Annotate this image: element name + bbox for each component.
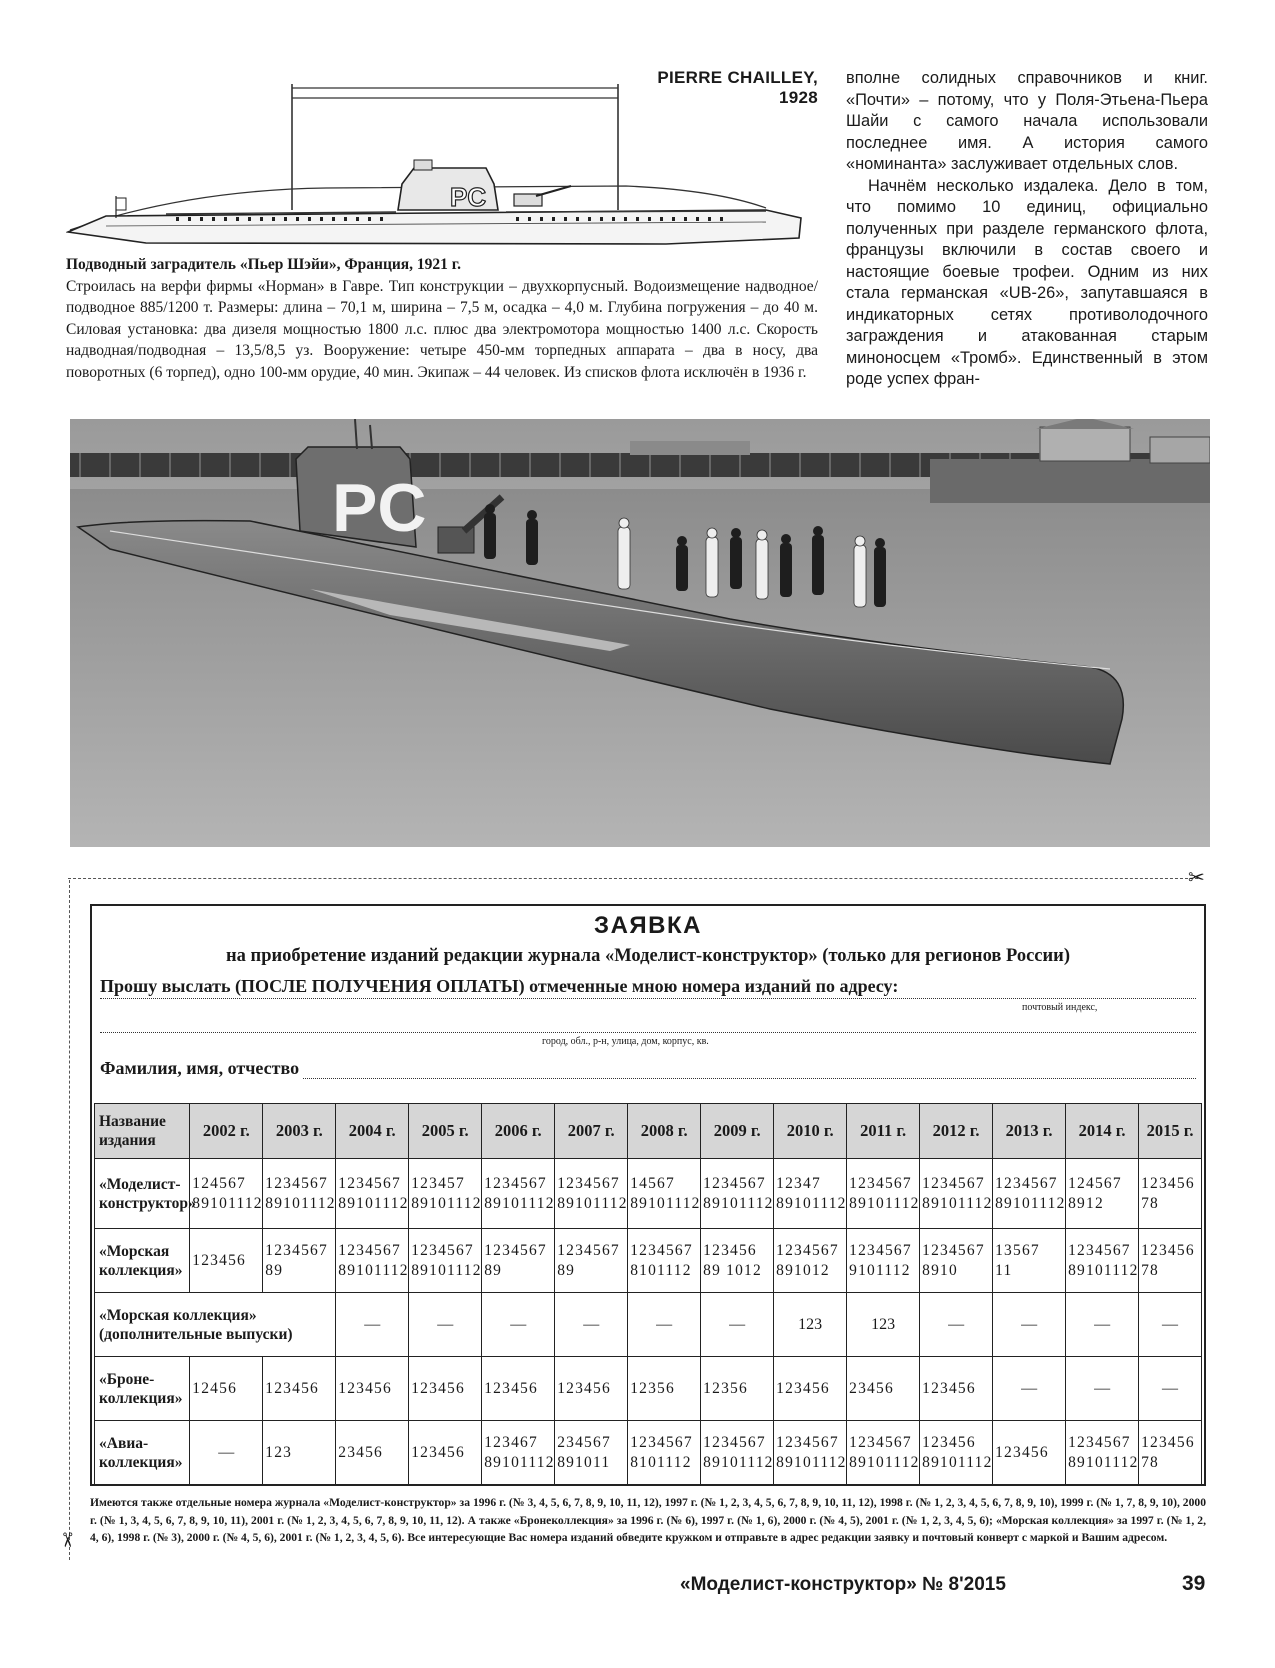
edition-name: «Моделист-конструктор» xyxy=(95,1159,190,1229)
edition-name: «Морская коллекция» (дополнительные выпуски) xyxy=(95,1293,336,1357)
issue-cell[interactable]: 1234567 9101112 xyxy=(847,1229,920,1293)
issue-cell[interactable]: 1234567 89 xyxy=(263,1229,336,1293)
issue-cell: — xyxy=(555,1293,628,1357)
issue-cell[interactable]: 1234567 89101112 xyxy=(920,1159,993,1229)
address-line-1[interactable] xyxy=(100,998,1196,999)
form-subtitle: на приобретение изданий редакции журнала «Моделист-конструктор» (только для регионов России) xyxy=(226,946,1070,966)
issue-cell[interactable]: 123456 xyxy=(190,1229,263,1293)
edition-name: «Броне-коллекция» xyxy=(95,1357,190,1421)
issue-cell[interactable]: 12356 xyxy=(701,1357,774,1421)
issue-cell[interactable]: 1234567 89101112 xyxy=(263,1159,336,1229)
issue-cell[interactable]: 1234567 8101112 xyxy=(628,1421,701,1485)
year-header: 2004 г. xyxy=(336,1104,409,1159)
drawing-title xyxy=(657,68,818,108)
editions-table xyxy=(94,1103,1202,1485)
issue-cell[interactable]: 123456 78 xyxy=(1139,1159,1202,1229)
issue-cell: — xyxy=(1066,1293,1139,1357)
issue-cell: — xyxy=(993,1357,1066,1421)
table-row xyxy=(95,1421,1202,1485)
page-number: 39 xyxy=(1182,1572,1206,1595)
cut-line-left xyxy=(69,880,70,1560)
issue-cell[interactable]: 1234567 89 xyxy=(482,1229,555,1293)
scissors-icon: ✂ xyxy=(55,1531,78,1549)
year-header: 2005 г. xyxy=(409,1104,482,1159)
year-header: 2007 г. xyxy=(555,1104,628,1159)
issue-cell[interactable]: 1234567 89101112 xyxy=(701,1421,774,1485)
issue-cell[interactable]: 124567 89101112 xyxy=(190,1159,263,1229)
issue-cell[interactable]: 23456 xyxy=(336,1421,409,1485)
year-header: 2003 г. xyxy=(263,1104,336,1159)
name-column-header: Название издания xyxy=(95,1104,190,1159)
year-header: 2015 г. xyxy=(1139,1104,1202,1159)
issue-cell[interactable]: 1234567 89101112 xyxy=(993,1159,1066,1229)
year-header: 2009 г. xyxy=(701,1104,774,1159)
order-form xyxy=(90,904,1206,1486)
issue-cell: — xyxy=(1139,1357,1202,1421)
issue-cell[interactable]: 1234567 89101112 xyxy=(847,1159,920,1229)
issue-cell[interactable]: 1234567 89 xyxy=(555,1229,628,1293)
issue-cell[interactable]: 123456 xyxy=(920,1357,993,1421)
issue-cell[interactable]: 123457 89101112 xyxy=(409,1159,482,1229)
issue-cell[interactable]: 1234567 8101112 xyxy=(628,1229,701,1293)
issue-cell[interactable]: 1234567 89101112 xyxy=(701,1159,774,1229)
drawing-caption xyxy=(66,254,818,384)
article-paragraph: вполне солидных справочников и книг. «Почти» – потому, что у Поля-Этьена-Пьера Шайи с самого начала использовали последнее имя. А история самого «номинанта» заслуживает отдельных слов. xyxy=(846,69,1208,173)
issue-cell[interactable]: 123456 xyxy=(774,1357,847,1421)
issue-cell: — xyxy=(920,1293,993,1357)
drawing-title-year: 1928 xyxy=(778,88,818,107)
year-header: 2011 г. xyxy=(847,1104,920,1159)
submarine-photo xyxy=(70,419,1210,847)
issue-cell[interactable]: 234567 891011 xyxy=(555,1421,628,1485)
issue-cell: — xyxy=(482,1293,555,1357)
issue-cell[interactable]: 1234567 89101112 xyxy=(774,1421,847,1485)
caption-body: Строилась на верфи фирмы «Норман» в Гавре. Тип конструкции – двухкорпусный. Водоизмещение надводное/подводное 885/1200 т. Размеры: длина – 70,1 м, ширина – 7,5 м, осадка – 4,0 м. Глубина погружения – до 40 м. Силовая установка: два дизеля мощностью 1800 л.с. плюс два электромотора мощностью 1400 л.с. Скорость надводная/подводная – 13,5/8,5 уз. Вооружение: четыре 450-мм торпедных аппарата – два в носу, два поворотных (6 торпед), одно 100-мм орудие, 40 мин. Экипаж – 44 человек. Из списков флота исключён в 1936 г. xyxy=(66,277,818,381)
year-header: 2002 г. xyxy=(190,1104,263,1159)
submarine-profile-drawing xyxy=(66,68,818,246)
issue-cell[interactable]: 1234567 8910 xyxy=(920,1229,993,1293)
issue-cell[interactable]: 123 xyxy=(774,1293,847,1357)
photo-svg xyxy=(70,419,1210,847)
drawing-hull-letters: PC xyxy=(450,182,487,212)
issue-cell[interactable]: 123456 xyxy=(555,1357,628,1421)
name-label: Фамилия, имя, отчество xyxy=(100,1058,303,1079)
scissors-icon: ✂ xyxy=(1188,867,1205,889)
issue-cell[interactable]: 124567 8912 xyxy=(1066,1159,1139,1229)
year-header: 2010 г. xyxy=(774,1104,847,1159)
edition-name: «Морская коллекция» xyxy=(95,1229,190,1293)
issue-cell: — xyxy=(701,1293,774,1357)
photo-hull-letters: PC xyxy=(332,470,427,546)
year-header: 2012 г. xyxy=(920,1104,993,1159)
issue-cell[interactable]: 1234567 89101112 xyxy=(482,1159,555,1229)
cut-line-top xyxy=(68,878,1198,879)
year-header: 2008 г. xyxy=(628,1104,701,1159)
year-header: 2006 г. xyxy=(482,1104,555,1159)
issue-cell[interactable]: 123456 xyxy=(336,1357,409,1421)
request-label: Прошу выслать (ПОСЛЕ ПОЛУЧЕНИЯ ОПЛАТЫ) отмеченные мною номера изданий по адресу: xyxy=(100,976,902,997)
table-row xyxy=(95,1229,1202,1293)
edition-name: «Авиа-коллекция» xyxy=(95,1421,190,1485)
issue-cell[interactable]: 12356 xyxy=(628,1357,701,1421)
issue-cell[interactable]: 1234567 89101112 xyxy=(409,1229,482,1293)
issue-cell[interactable]: 123456 xyxy=(482,1357,555,1421)
issue-cell[interactable]: 1234567 89101112 xyxy=(555,1159,628,1229)
issue-cell[interactable]: 23456 xyxy=(847,1357,920,1421)
issue-cell[interactable]: 12347 89101112 xyxy=(774,1159,847,1229)
issue-cell: — xyxy=(1066,1357,1139,1421)
year-header: 2013 г. xyxy=(993,1104,1066,1159)
article-paragraph: Начнём несколько издалека. Дело в том, что помимо 10 единиц, официально полученных при разделе германского флота, французы включили в состав своего и настоящие боевые трофеи. Одним из них стала германская «UB-26», запутавшаяся в индикаторных сетях противолодочного заграждения и атакованная старым миноносцем «Тромб». Единственный в этом роде успех фран- xyxy=(846,176,1208,388)
table-row xyxy=(95,1293,1202,1357)
issue-cell[interactable]: 1234567 89101112 xyxy=(1066,1421,1139,1485)
issue-cell[interactable]: 1234567 89101112 xyxy=(336,1159,409,1229)
issue-cell: — xyxy=(190,1421,263,1485)
drawing-title-name: PIERRE CHAILLEY, xyxy=(657,68,818,87)
issue-cell: — xyxy=(628,1293,701,1357)
issue-cell[interactable]: 123 xyxy=(263,1421,336,1485)
footer-journal-title: «Моделист-конструктор» № 8'2015 xyxy=(680,1574,1006,1595)
issue-cell[interactable]: 123456 78 xyxy=(1139,1421,1202,1485)
article-text xyxy=(846,68,1208,391)
issue-cell[interactable]: 1234567 89101112 xyxy=(847,1421,920,1485)
issue-cell[interactable]: 123 xyxy=(847,1293,920,1357)
caption-title: Подводный заградитель «Пьер Шэйи», Франция, 1921 г. xyxy=(66,256,461,273)
issue-cell[interactable]: 123456 xyxy=(263,1357,336,1421)
issue-cell[interactable]: 123456 xyxy=(409,1357,482,1421)
issue-cell[interactable]: 1234567 89101112 xyxy=(1066,1229,1139,1293)
issue-cell[interactable]: 14567 89101112 xyxy=(628,1159,701,1229)
issue-cell: — xyxy=(336,1293,409,1357)
form-title: ЗАЯВКА xyxy=(594,912,702,939)
issue-cell[interactable]: 123456 89 1012 xyxy=(701,1229,774,1293)
address-hint: город, обл., р-н, улица, дом, корпус, кв. xyxy=(542,1036,709,1047)
issue-cell[interactable]: 123456 xyxy=(409,1421,482,1485)
issue-cell[interactable]: 13567 11 xyxy=(993,1229,1066,1293)
table-header-row xyxy=(95,1104,1202,1159)
issue-cell[interactable]: 123467 89101112 xyxy=(482,1421,555,1485)
issue-cell[interactable]: 1234567 891012 xyxy=(774,1229,847,1293)
issue-cell[interactable]: 123456 xyxy=(993,1421,1066,1485)
issue-cell[interactable]: 12456 xyxy=(190,1357,263,1421)
issue-cell[interactable]: 1234567 89101112 xyxy=(336,1229,409,1293)
table-row xyxy=(95,1357,1202,1421)
issue-cell: — xyxy=(993,1293,1066,1357)
back-issues-note: Имеются также отдельные номера журнала «Моделист-конструктор» за 1996 г. (№ 3, 4, 5, 6, 7, 8, 9, 10, 11, 12), 1997 г. (№ 1, 2, 3, 4, 5, 6, 7, 8, 9, 10, 11, 12), 1998 г. (№ 1, 2, 3, 4, 5, 6, 7, 8, 9, 10), 1999 г. (№ 1, 7, 8, 9, 10), 2000 г. (№ 1, 3, 4, 5, 6, 7, 8, 9, 10, 11), 2001 г. (№ 1, 2, 3, 4, 5, 6, 7, 8, 9, 10, 11, 12). А также «Бронеколлекция» за 1996 г. (№ 6), 1997 г. (№ 1, 6), 2000 г. (№ 4, 5), 2001 г. (№ 1, 2, 3, 4, 5, 6); «Морская коллекция» за 1997 г. (№ 1, 2, 4, 6), 1998 г. (№ 3), 2000 г. (№ 4, 5, 6), 2001 г. (№ 1, 2, 3, 4, 5, 6). Все интересующие Вас номера изданий обведите кружком и отправьте в адрес редакции заявку и почтовый конверт с маркой и Вашим адресом. xyxy=(90,1496,1206,1545)
issue-cell[interactable]: 123456 89101112 xyxy=(920,1421,993,1485)
issue-cell: — xyxy=(1139,1293,1202,1357)
postal-index-hint: почтовый индекс, xyxy=(1022,1002,1098,1013)
table-row xyxy=(95,1159,1202,1229)
issue-cell: — xyxy=(409,1293,482,1357)
issue-cell[interactable]: 123456 78 xyxy=(1139,1229,1202,1293)
address-line-2[interactable] xyxy=(100,1032,1196,1033)
year-header: 2014 г. xyxy=(1066,1104,1139,1159)
